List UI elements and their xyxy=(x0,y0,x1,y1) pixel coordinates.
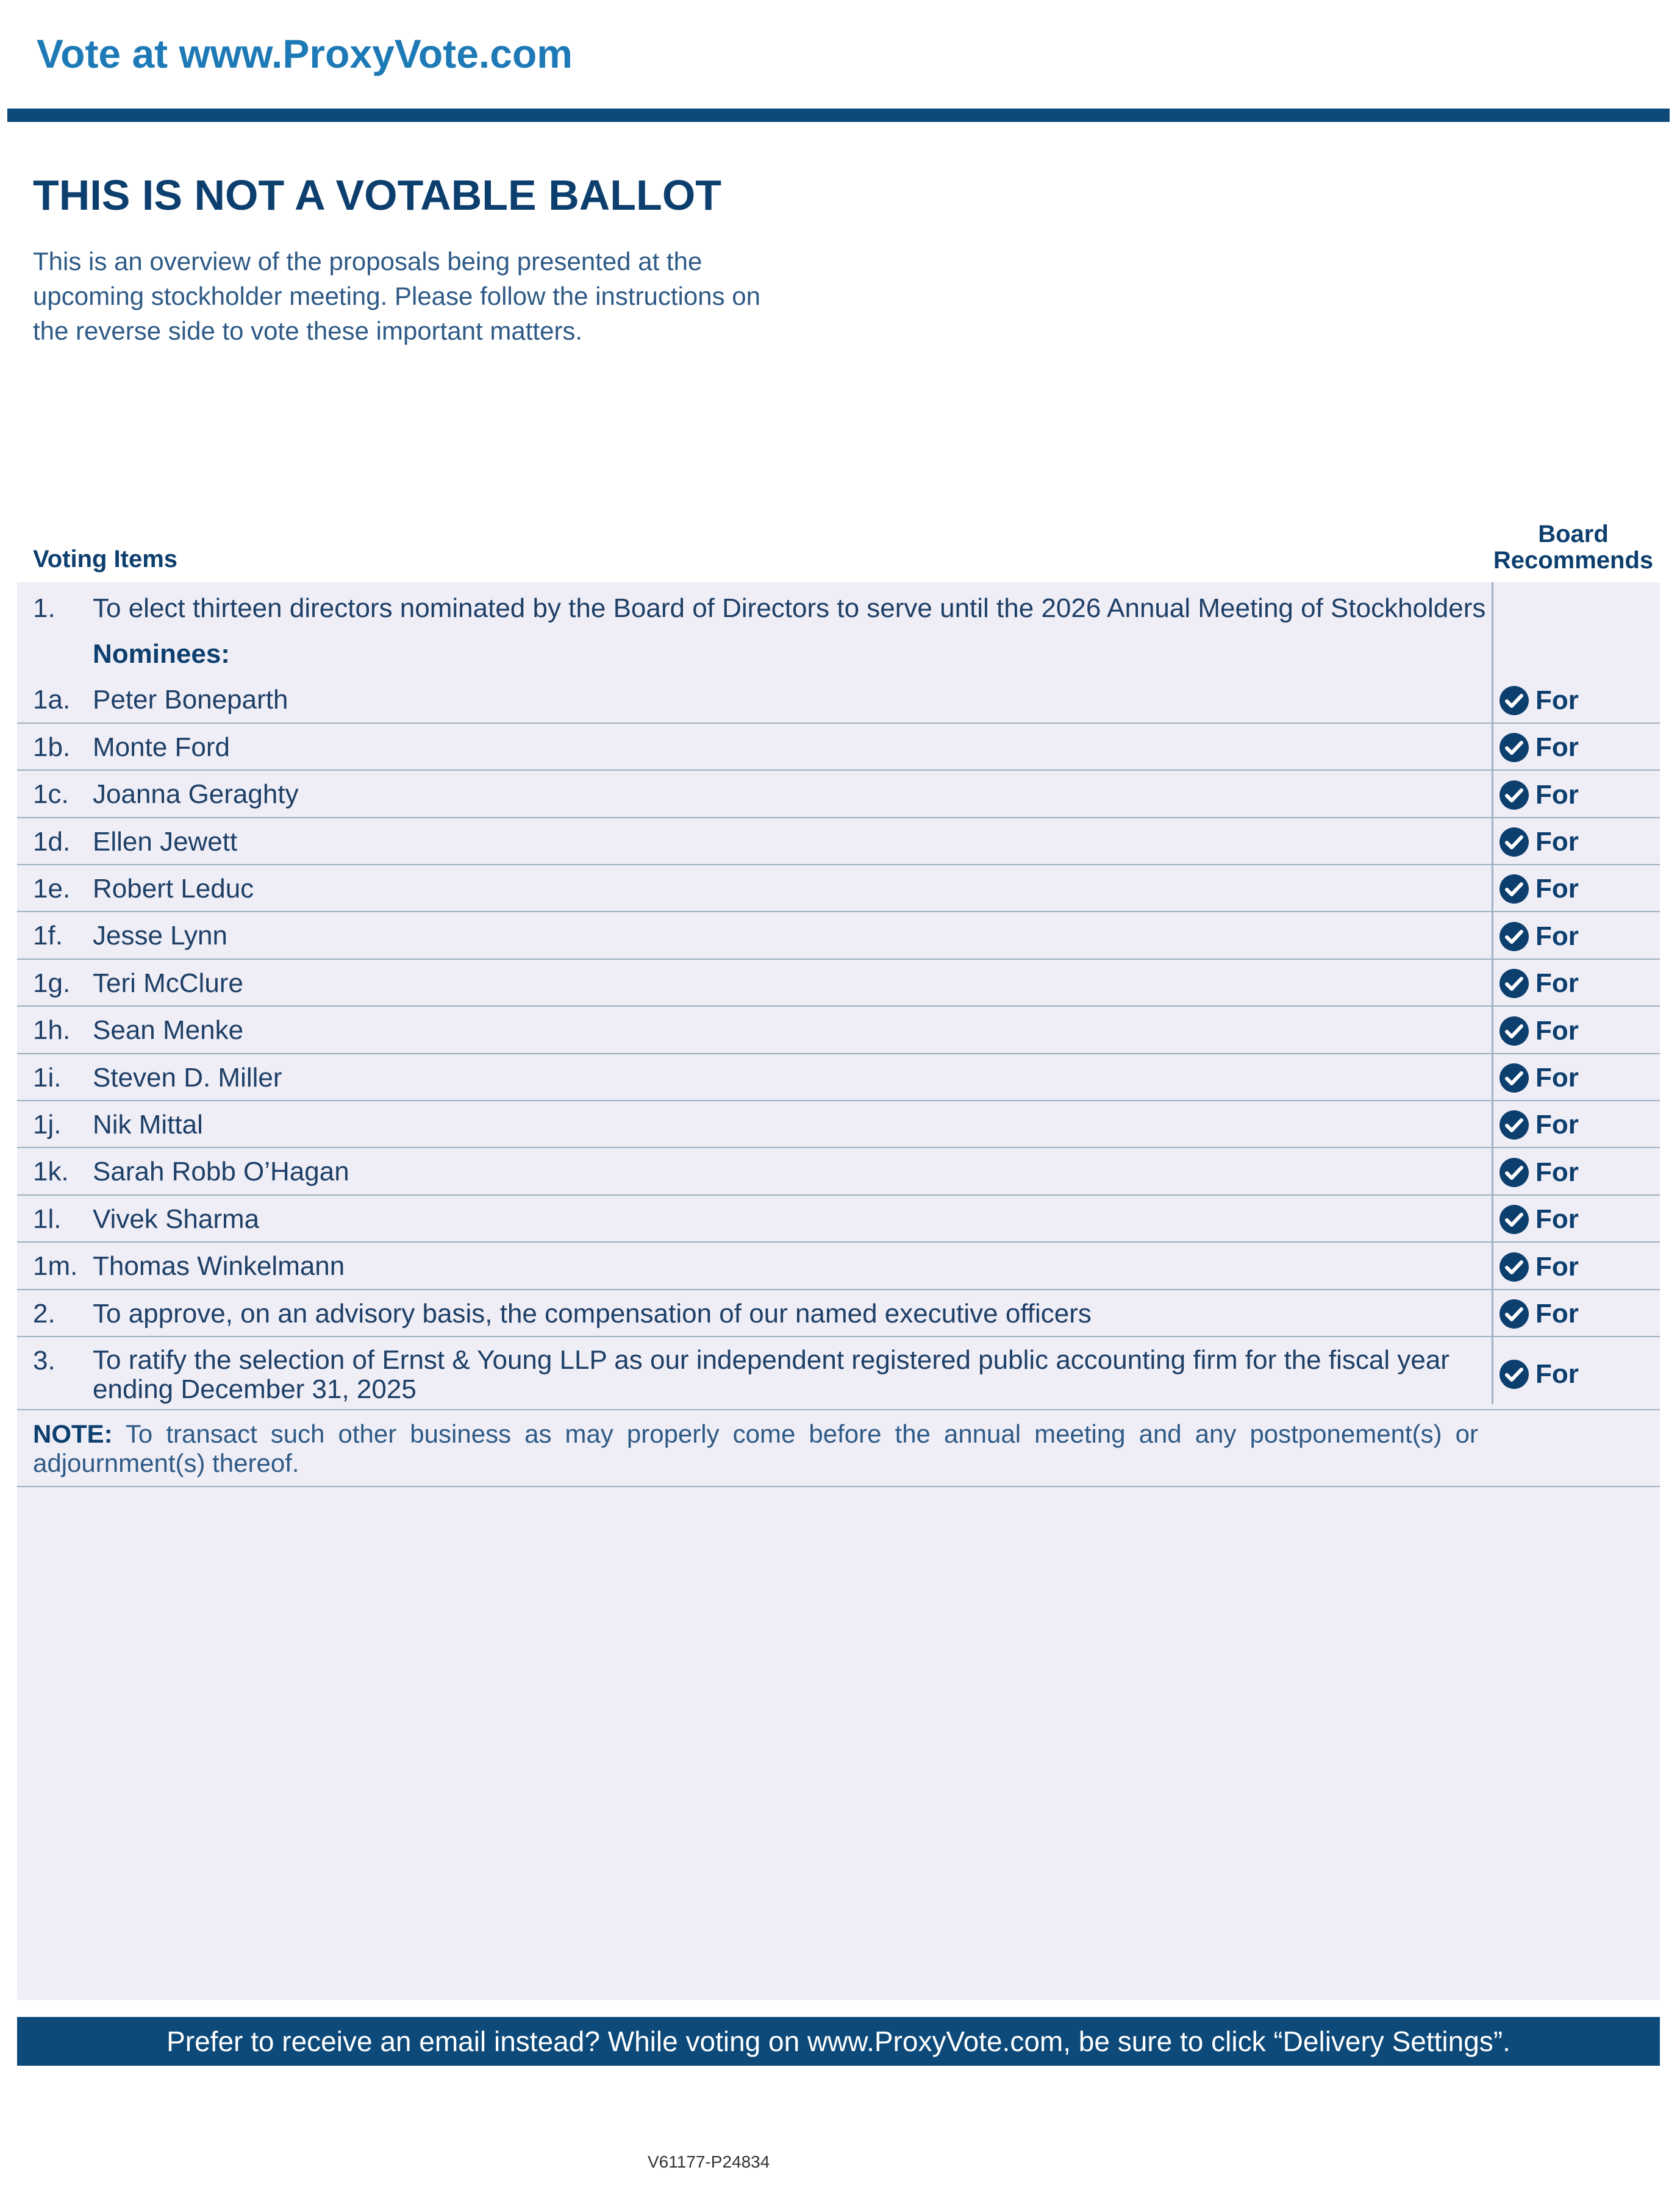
recommendation-label: For xyxy=(1535,1110,1579,1140)
item-1-row xyxy=(17,582,1660,629)
check-circle-icon xyxy=(1499,1359,1529,1390)
recommendation-label: For xyxy=(1535,874,1579,904)
nominee-number: 1g. xyxy=(33,968,71,998)
table-row xyxy=(17,912,1660,960)
recommendation-badge xyxy=(1499,685,1579,716)
intro-line: upcoming stockholder meeting. Please follow the instructions on xyxy=(33,282,760,310)
intro-line: This is an overview of the proposals being presented at the xyxy=(33,247,702,276)
recommendation-label: For xyxy=(1535,827,1579,857)
document-code: V61177-P24834 xyxy=(648,2152,770,2171)
check-circle-icon xyxy=(1499,1157,1529,1188)
check-circle-icon xyxy=(1499,1299,1529,1329)
note-body: To transact such other business as may properly come before the annual meeting and any postponement(s) or adjournment(s) thereof. xyxy=(33,1419,1478,1477)
recommendation-label: For xyxy=(1535,1063,1579,1093)
recommendation-badge xyxy=(1499,1359,1579,1390)
check-circle-icon xyxy=(1499,1110,1529,1140)
recommendation-badge xyxy=(1499,968,1579,999)
nominee-number: 1j. xyxy=(33,1110,62,1140)
item-2-row xyxy=(17,1290,1660,1337)
recommendation-label: For xyxy=(1535,1252,1579,1282)
recommendation-label: For xyxy=(1535,968,1579,998)
nominee-name: Robert Leduc xyxy=(93,874,254,904)
item-3-row xyxy=(17,1337,1660,1410)
item-number: 1. xyxy=(33,593,55,623)
nominee-name: Joanna Geraghty xyxy=(93,779,299,809)
nominee-name: Steven D. Miller xyxy=(93,1063,282,1093)
nominee-name: Nik Mittal xyxy=(93,1110,203,1140)
delivery-settings-banner xyxy=(17,2017,1660,2066)
table-row xyxy=(17,1054,1660,1101)
recommendation-label: For xyxy=(1535,780,1579,810)
recommendation-label: For xyxy=(1535,1299,1579,1329)
item-text-line: To ratify the selection of Ernst & Young LLP as our independent registered public accounting firm for the fiscal year xyxy=(93,1345,1449,1375)
check-circle-icon xyxy=(1499,1204,1529,1235)
nominee-number: 1l. xyxy=(33,1204,62,1234)
check-circle-icon xyxy=(1499,685,1529,716)
table-row xyxy=(17,1101,1660,1148)
banner-text: Prefer to receive an email instead? While voting on www.ProxyVote.com, be sure to click “Delivery Settings”. xyxy=(166,2025,1510,2057)
item-text: To approve, on an advisory basis, the compensation of our named executive officers xyxy=(93,1299,1092,1329)
nominees-label-row xyxy=(17,629,1660,676)
table-row xyxy=(17,676,1660,724)
recommendation-badge xyxy=(1499,1110,1579,1140)
recommendation-badge xyxy=(1499,1016,1579,1046)
nominee-name: Monte Ford xyxy=(93,732,230,762)
recommendation-badge xyxy=(1499,827,1579,857)
check-circle-icon xyxy=(1499,1016,1529,1046)
board-header-line: Recommends xyxy=(1493,547,1654,574)
board-header-line: Board xyxy=(1538,521,1609,548)
check-circle-icon xyxy=(1499,1063,1529,1093)
recommendation-badge xyxy=(1499,1252,1579,1282)
nominee-number: 1i. xyxy=(33,1063,62,1093)
table-row xyxy=(17,1148,1660,1196)
table-row xyxy=(17,771,1660,818)
note-label: NOTE: xyxy=(33,1419,113,1448)
nominee-name: Teri McClure xyxy=(93,968,243,998)
item-text-line: ending December 31, 2025 xyxy=(93,1374,416,1404)
nominee-name: Sarah Robb O’Hagan xyxy=(93,1157,349,1187)
check-circle-icon xyxy=(1499,827,1529,857)
recommendation-label: For xyxy=(1535,921,1579,951)
nominee-number: 1e. xyxy=(33,874,71,904)
check-circle-icon xyxy=(1499,780,1529,810)
nominees-label: Nominees: xyxy=(93,639,230,669)
nominee-name: Jesse Lynn xyxy=(93,921,227,951)
nominee-number: 1f. xyxy=(33,921,63,951)
page-title: THIS IS NOT A VOTABLE BALLOT xyxy=(33,171,722,219)
nominee-name: Vivek Sharma xyxy=(93,1204,260,1234)
intro-line: the reverse side to vote these important matters. xyxy=(33,316,583,345)
nominee-number: 1d. xyxy=(33,827,71,857)
note-row-divider xyxy=(17,1410,1660,1487)
nominee-name: Ellen Jewett xyxy=(93,827,238,857)
nominee-name: Sean Menke xyxy=(93,1015,244,1045)
recommendation-label: For xyxy=(1535,732,1579,762)
nominee-number: 1k. xyxy=(33,1157,69,1187)
recommendation-badge xyxy=(1499,921,1579,952)
recommendation-badge xyxy=(1499,874,1579,904)
recommendation-badge xyxy=(1499,1063,1579,1093)
item-text xyxy=(93,1346,1495,1404)
intro-text xyxy=(33,244,887,348)
recommendation-badge xyxy=(1499,1157,1579,1188)
table-row xyxy=(17,724,1660,771)
table-row xyxy=(17,1007,1660,1054)
nominee-name: Thomas Winkelmann xyxy=(93,1251,345,1281)
header-rule xyxy=(7,109,1670,122)
table-row xyxy=(17,1196,1660,1243)
recommendation-label: For xyxy=(1535,1204,1579,1234)
nominee-number: 1h. xyxy=(33,1015,71,1045)
recommendation-badge xyxy=(1499,1299,1579,1329)
nominee-name: Peter Boneparth xyxy=(93,685,288,715)
recommendation-label: For xyxy=(1535,1359,1579,1389)
item-text: To elect thirteen directors nominated by the Board of Directors to serve until the 2026 Annual Meeting of Stockholders xyxy=(93,593,1486,623)
header-title[interactable]: Vote at www.ProxyVote.com xyxy=(37,31,573,76)
board-recommends-header xyxy=(1488,521,1659,574)
recommendation-badge xyxy=(1499,780,1579,810)
nominee-number: 1b. xyxy=(33,732,71,762)
recommendation-badge xyxy=(1499,732,1579,763)
check-circle-icon xyxy=(1499,874,1529,904)
item-number: 2. xyxy=(33,1299,55,1329)
nominee-number: 1a. xyxy=(33,685,71,715)
table-row xyxy=(17,960,1660,1007)
table-row xyxy=(17,818,1660,865)
nominee-number: 1m. xyxy=(33,1251,78,1281)
check-circle-icon xyxy=(1499,968,1529,999)
recommendation-label: For xyxy=(1535,1157,1579,1187)
check-circle-icon xyxy=(1499,921,1529,952)
nominee-number: 1c. xyxy=(33,779,69,809)
table-row xyxy=(17,865,1660,912)
check-circle-icon xyxy=(1499,732,1529,763)
check-circle-icon xyxy=(1499,1252,1529,1282)
recommendation-badge xyxy=(1499,1204,1579,1235)
voting-items-header: Voting Items xyxy=(33,546,178,573)
item-number: 3. xyxy=(33,1346,55,1376)
table-row xyxy=(17,1243,1660,1290)
recommendation-label: For xyxy=(1535,1016,1579,1046)
recommendation-label: For xyxy=(1535,685,1579,715)
